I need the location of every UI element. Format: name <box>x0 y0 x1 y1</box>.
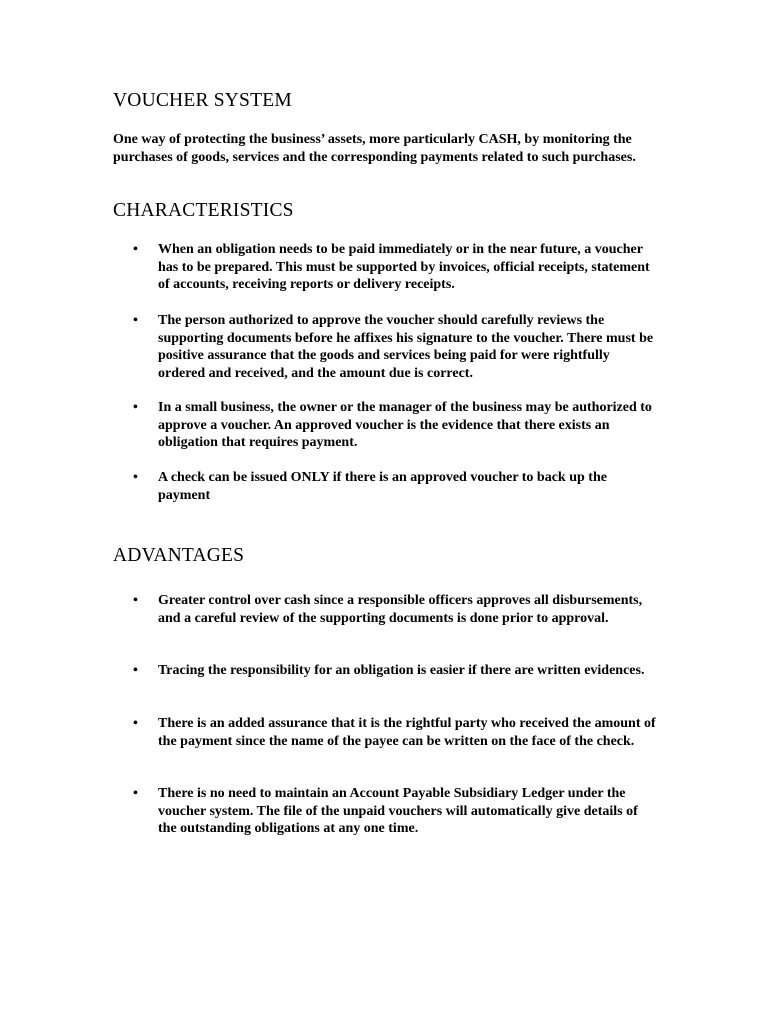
document-title: VOUCHER SYSTEM <box>113 90 292 111</box>
intro-paragraph: One way of protecting the business’ assets, more particularly CASH, by monitoring the purchases of goods, services and the corresponding payments related to such purchases. <box>113 132 636 165</box>
bullet-icon: • <box>133 663 138 678</box>
bullet-icon: • <box>133 786 138 801</box>
list-item-text: Greater control over cash since a responsible officers approves all disbursements, and a careful review of the supporting documents is done prior to approval. <box>158 593 643 626</box>
list-item-text: There is no need to maintain an Account Payable Subsidiary Ledger under the voucher system. The file of the unpaid vouchers will automatically give details of the outstanding obligations at any one time. <box>158 786 638 836</box>
bullet-icon: • <box>133 400 138 415</box>
list-item-text: The person authorized to approve the voucher should carefully reviews the supporting documents before he affixes his signature to the voucher. There must be positive assurance that the goods and services being paid for were rightfully ordered and received, and the amount due is correct. <box>158 313 654 381</box>
bullet-icon: • <box>133 470 138 485</box>
bullet-icon: • <box>133 593 138 608</box>
list-item-text: In a small business, the owner or the manager of the business may be authorized to approve a voucher. An approved voucher is the evidence that there exists an obligation that requires payment. <box>158 400 652 450</box>
bullet-icon: • <box>133 716 138 731</box>
bullet-icon: • <box>133 242 138 257</box>
bullet-icon: • <box>133 313 138 328</box>
characteristics-heading: CHARACTERISTICS <box>113 200 294 221</box>
list-item-text: There is an added assurance that it is the rightful party who received the amount of the payment since the name of the payee can be written on the face of the check. <box>158 716 656 749</box>
list-item-text: Tracing the responsibility for an obligation is easier if there are written evidences. <box>158 663 645 678</box>
list-item-text: A check can be issued ONLY if there is an approved voucher to back up the payment <box>158 470 607 503</box>
advantages-heading: ADVANTAGES <box>113 545 245 566</box>
list-item-text: When an obligation needs to be paid immediately or in the near future, a voucher has to be prepared. This must be supported by invoices, official receipts, statement of accounts, receiving reports or delivery receipts. <box>158 242 650 292</box>
